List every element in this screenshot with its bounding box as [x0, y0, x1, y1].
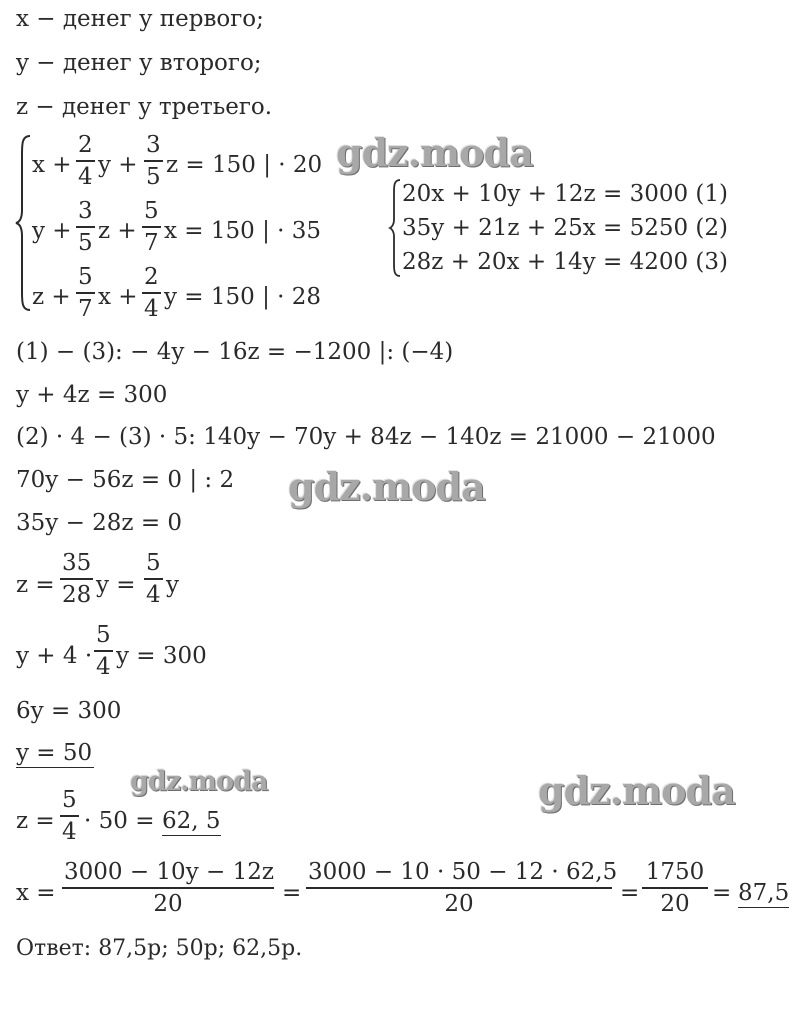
equals-1: =: [282, 880, 302, 906]
fraction-x-substituted: 3000 − 10 · 50 − 12 · 62,5 20: [308, 859, 618, 917]
step-2: y + 4z = 300: [16, 382, 168, 408]
watermark-1: gdz.moda: [336, 130, 533, 175]
definition-y: y − денег у второго;: [16, 50, 262, 76]
fraction-3-5-b: 3 5: [78, 198, 93, 256]
step-6-part-c: y: [166, 572, 179, 598]
eq1-part-b: y +: [98, 152, 138, 178]
step-4: 70y − 56z = 0 | : 2: [16, 467, 235, 493]
eq1-part-a: x +: [32, 152, 72, 178]
fraction-3-5: 3 5: [146, 132, 161, 190]
result-x: 87,5: [738, 880, 790, 906]
step-1: (1) − (3): − 4y − 16z = −1200 |: (−4): [16, 339, 454, 365]
step-6-part-a: z =: [16, 572, 55, 598]
fraction-5-4: 5 4: [146, 550, 161, 608]
watermark-4: gdz.moda: [538, 768, 735, 813]
step-10-part-a: z =: [16, 808, 55, 834]
eq1-part-c: z = 150 | · 20: [166, 152, 323, 178]
eq2-part-a: y +: [32, 218, 72, 244]
fraction-1750-20: 1750 20: [642, 861, 708, 916]
step-6-part-b: y =: [96, 572, 136, 598]
fraction-x-formula: 3000 − 10y − 12z 20: [64, 859, 274, 917]
step-11-part-a: x =: [16, 880, 56, 906]
system-brace-left: [14, 134, 32, 312]
equals-2: =: [620, 880, 640, 906]
system-eq-2: 35y + 21z + 25x = 5250 (2): [402, 215, 728, 241]
step-8: 6y = 300: [16, 698, 122, 724]
step-7-part-b: y = 300: [116, 643, 207, 669]
fraction-2-4-b: 2 4: [144, 264, 159, 322]
fraction-5-4-c: 5 4: [62, 787, 77, 845]
definition-x: x − денег у первого;: [16, 6, 264, 32]
step-10-part-b: · 50 =: [84, 808, 155, 834]
fraction-5-7-b: 5 7: [78, 264, 93, 322]
fraction-5-7: 5 7: [144, 198, 159, 256]
step-3: (2) · 4 − (3) · 5: 140y − 70y + 84z − 140z = 21000 − 21000: [16, 424, 716, 450]
definition-z: z − денег у третьего.: [16, 94, 273, 120]
step-7-part-a: y + 4 ·: [16, 643, 93, 669]
system-brace-right: [388, 178, 402, 278]
eq3-part-a: z +: [32, 284, 71, 310]
result-z: 62, 5: [162, 808, 221, 834]
system-eq-1: 20x + 10y + 12z = 3000 (1): [402, 181, 728, 207]
fraction-35-28: 35 28: [62, 550, 92, 608]
fraction-2-4: 2 4: [78, 132, 93, 190]
equals-3: =: [712, 880, 732, 906]
system-eq-3: 28z + 20x + 14y = 4200 (3): [402, 249, 728, 275]
eq2-part-b: z +: [98, 218, 137, 244]
result-y: y = 50: [16, 740, 93, 766]
eq3-part-c: y = 150 | · 28: [164, 284, 322, 310]
eq3-part-b: x +: [98, 284, 138, 310]
watermark-2: gdz.moda: [288, 464, 485, 509]
fraction-5-4-b: 5 4: [96, 622, 111, 680]
eq2-part-c: x = 150 | · 35: [164, 218, 322, 244]
answer-line: Ответ: 87,5р; 50р; 62,5р.: [16, 936, 303, 961]
watermark-3: gdz.moda: [130, 766, 268, 797]
step-5: 35y − 28z = 0: [16, 510, 183, 536]
